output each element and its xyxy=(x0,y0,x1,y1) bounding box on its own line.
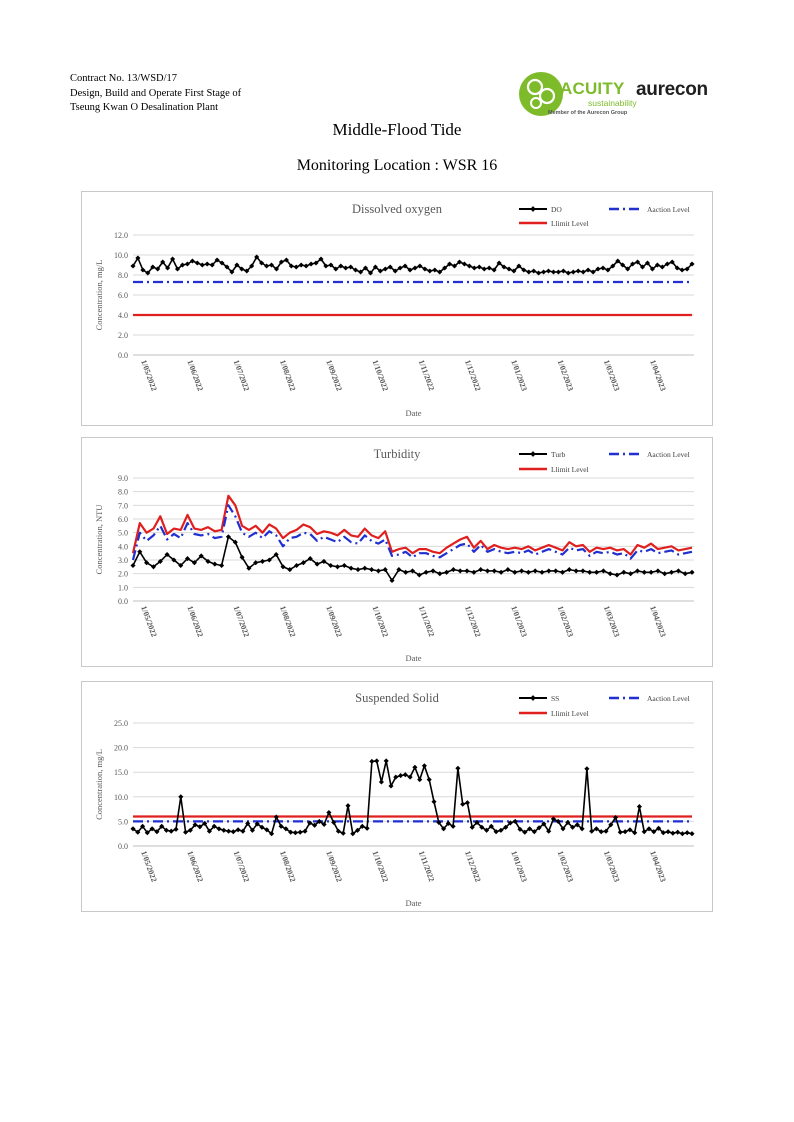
ss-series-data-point xyxy=(374,758,379,763)
ss-series-data-point xyxy=(412,765,417,770)
ss-series-data-point xyxy=(455,766,460,771)
y-tick-label: 2.0 xyxy=(118,569,128,579)
ss-series-data-point xyxy=(666,829,671,834)
ss-series-data-point xyxy=(465,800,470,805)
legend-label-limit: Llimit Level xyxy=(551,709,589,718)
ss-series-data-point xyxy=(326,810,331,815)
x-tick-label: 1/02/2023 xyxy=(555,604,576,639)
turbidity-series-data-point xyxy=(662,571,667,576)
legend-label-limit: Llimit Level xyxy=(551,465,589,474)
y-tick-label: 8.0 xyxy=(118,487,128,497)
chart-suspended-solid-svg xyxy=(82,682,712,911)
ss-series-data-point xyxy=(618,830,623,835)
contract-header xyxy=(70,72,241,116)
x-tick-label: 1/04/2023 xyxy=(648,604,668,639)
page-subtitle: Monitoring Location : WSR 16 xyxy=(296,157,498,174)
chart-turbidity-svg xyxy=(82,438,712,666)
x-tick-label: 1/03/2023 xyxy=(601,358,622,393)
y-tick-label: 0.0 xyxy=(118,351,128,360)
turbidity-series-data-point xyxy=(458,568,463,573)
x-tick-label: 1/01/2023 xyxy=(509,849,529,884)
legend-label-action: Aaction Level xyxy=(647,450,690,459)
turbidity-series-data-point xyxy=(608,571,613,576)
legend-marker-data xyxy=(530,451,536,457)
turbidity-series-data-point xyxy=(335,564,340,569)
y-tick-label: 0.0 xyxy=(118,842,128,851)
ss-series-data-point xyxy=(422,763,427,768)
ss-series-data-point xyxy=(427,777,432,782)
do-series-data-point xyxy=(195,260,200,265)
x-tick-label: 1/02/2023 xyxy=(555,849,576,884)
x-tick-label: 1/09/2022 xyxy=(324,604,344,639)
x-tick-label: 1/02/2023 xyxy=(555,358,576,393)
turbidity-series-data-point xyxy=(655,568,660,573)
ss-series-data-point xyxy=(178,794,183,799)
x-tick-label: 1/12/2022 xyxy=(463,604,483,639)
legend-label-action: Aaction Level xyxy=(647,205,690,214)
y-axis-label: Concentration, mg/L xyxy=(94,259,104,331)
x-tick-label: 1/05/2022 xyxy=(139,849,159,884)
chart-dissolved-oxygen-svg xyxy=(82,192,712,425)
x-tick-label: 1/07/2022 xyxy=(231,849,252,884)
turbidity-series-data-point xyxy=(546,568,551,573)
do-series-data-point xyxy=(472,265,477,270)
y-tick-label: 2.0 xyxy=(118,331,128,340)
x-tick-label: 1/08/2022 xyxy=(277,358,298,393)
do-series-data-point xyxy=(412,265,417,270)
turbidity-series-data-point xyxy=(369,567,374,572)
x-tick-label: 1/09/2022 xyxy=(324,849,344,884)
x-tick-label: 1/05/2022 xyxy=(139,604,159,639)
x-axis-label: Date xyxy=(405,898,422,908)
x-tick-label: 1/08/2022 xyxy=(277,604,298,639)
turbidity-series-data-point xyxy=(505,567,510,572)
legend-marker-data xyxy=(530,206,536,212)
y-tick-label: 0.0 xyxy=(118,597,128,606)
do-series-data-point xyxy=(205,261,210,266)
ss-series-data-point xyxy=(680,831,685,836)
ss-series-data-point xyxy=(584,766,589,771)
y-tick-label: 9.0 xyxy=(118,474,128,483)
do-series-data-point xyxy=(299,262,304,267)
chart-suspended-solid xyxy=(81,681,713,912)
ss-series-data-point xyxy=(369,759,374,764)
ss-series-data-point xyxy=(460,802,465,807)
y-tick-label: 10.0 xyxy=(114,251,128,260)
do-series-data-point xyxy=(506,266,511,271)
turbidity-series-data-point xyxy=(553,568,558,573)
turbidity-series-data-point xyxy=(628,571,633,576)
do-series-data-point xyxy=(467,263,472,268)
x-tick-label: 1/06/2022 xyxy=(185,849,205,884)
y-tick-label: 6.0 xyxy=(118,515,128,524)
turbidity-series-data-point xyxy=(219,563,224,568)
ss-series-data-point xyxy=(365,826,370,831)
x-tick-label: 1/04/2023 xyxy=(648,358,668,393)
do-series-data-point xyxy=(576,268,581,273)
turbidity-series-data-point xyxy=(601,568,606,573)
turbidity-series-data-point xyxy=(533,568,538,573)
x-tick-label: 1/12/2022 xyxy=(463,849,483,884)
ss-series-data-point xyxy=(689,831,694,836)
ss-series-data-point xyxy=(236,827,241,832)
ss-series-data-point xyxy=(221,828,226,833)
do-series-data-point xyxy=(541,269,546,274)
turbidity-series-data-point xyxy=(212,562,217,567)
chart-title: Dissolved oxygen xyxy=(352,202,442,216)
turbidity-series-data-point xyxy=(355,567,360,572)
y-tick-label: 3.0 xyxy=(118,556,128,565)
ss-series-data-point xyxy=(379,779,384,784)
turbidity-series-data-point xyxy=(574,568,579,573)
do-series-data-point xyxy=(200,262,205,267)
chart-turbidity xyxy=(81,437,713,667)
do-series-data-point xyxy=(487,265,492,270)
turbidity-series-data-point xyxy=(464,568,469,573)
do-series-data-point xyxy=(383,266,388,271)
x-tick-label: 1/07/2022 xyxy=(231,604,252,639)
chart-title: Suspended Solid xyxy=(355,691,439,705)
x-tick-label: 1/08/2022 xyxy=(277,849,298,884)
y-tick-label: 25.0 xyxy=(114,719,128,728)
ss-series-data-point xyxy=(398,773,403,778)
x-tick-label: 1/11/2022 xyxy=(416,358,437,392)
y-tick-label: 20.0 xyxy=(114,743,128,753)
turbidity-series-data-point xyxy=(492,568,497,573)
acuity-logo-text: ACUITY xyxy=(560,79,625,98)
contract-line-3: Tseung Kwan O Desalination Plant xyxy=(70,102,218,113)
ss-series-data-point xyxy=(431,799,436,804)
x-tick-label: 1/10/2022 xyxy=(370,604,391,639)
ss-series-data-point xyxy=(384,758,389,763)
y-tick-label: 15.0 xyxy=(114,768,128,778)
turbidity-series-data-point xyxy=(683,571,688,576)
do-series-data-point xyxy=(462,261,467,266)
turbidity-series-data-point xyxy=(567,567,572,572)
do-series-data-point xyxy=(600,265,605,270)
y-tick-label: 4.0 xyxy=(118,311,128,320)
ss-series-data-point xyxy=(417,777,422,782)
y-tick-label: 10.0 xyxy=(114,792,128,802)
x-axis-label: Date xyxy=(405,653,422,663)
do-series-data-point xyxy=(526,269,531,274)
ss-series-data-point xyxy=(345,803,350,808)
turbidity-series-limit-level-line xyxy=(133,496,692,555)
x-tick-label: 1/11/2022 xyxy=(416,849,437,883)
ss-series-data-point xyxy=(173,827,178,832)
legend-marker-data xyxy=(530,695,536,701)
legend-label-action: Aaction Level xyxy=(647,694,690,703)
turbidity-series-data-point xyxy=(376,568,381,573)
x-tick-label: 1/06/2022 xyxy=(185,358,205,393)
ss-series-data-point xyxy=(341,831,346,836)
x-tick-label: 1/03/2023 xyxy=(601,604,622,639)
y-tick-label: 6.0 xyxy=(118,291,128,300)
turbidity-series-data-point xyxy=(130,563,135,568)
turbidity-series-data-point xyxy=(437,571,442,576)
y-tick-label: 1.0 xyxy=(118,583,128,593)
ss-series-data-point xyxy=(293,830,298,835)
do-series-data-point xyxy=(427,268,432,273)
y-axis-label: Concentration, mg/L xyxy=(94,749,104,820)
turbidity-series-data-point xyxy=(451,567,456,572)
turbidity-series-data-point xyxy=(676,568,681,573)
do-series-data-point xyxy=(581,269,586,274)
turbidity-series-data-point xyxy=(635,568,640,573)
do-series-data-point xyxy=(556,269,561,274)
x-axis-label: Date xyxy=(405,408,422,418)
turbidity-series-data-point xyxy=(580,568,585,573)
acuity-logo-subtext: sustainability xyxy=(588,98,637,108)
turbidity-series-data-point xyxy=(478,567,483,572)
ss-series-data-point xyxy=(675,830,680,835)
ss-series-data-point xyxy=(670,831,675,836)
do-series-data-point xyxy=(482,266,487,271)
x-tick-label: 1/12/2022 xyxy=(463,358,483,393)
ss-series-data-point xyxy=(298,830,303,835)
do-series-data-point xyxy=(477,264,482,269)
ss-series-data-point xyxy=(169,829,174,834)
ss-series-data-point xyxy=(183,830,188,835)
ss-series-data-point xyxy=(623,829,628,834)
do-series-data-point xyxy=(551,269,556,274)
turbidity-series-data-point xyxy=(485,568,490,573)
do-series-data-point xyxy=(309,261,314,266)
do-series-data-point xyxy=(571,269,576,274)
ss-series-data-point xyxy=(226,829,231,834)
x-tick-label: 1/01/2023 xyxy=(509,358,529,393)
contract-line-1: Contract No. 13/WSD/17 xyxy=(70,73,178,84)
turbidity-series-data-point xyxy=(342,563,347,568)
do-series-data-point xyxy=(531,268,536,273)
x-tick-label: 1/03/2023 xyxy=(601,849,622,884)
contract-line-2: Design, Build and Operate First Stage of xyxy=(70,87,242,99)
y-tick-label: 12.0 xyxy=(114,231,128,240)
chart-title: Turbidity xyxy=(373,447,421,461)
turbidity-series-data-point xyxy=(430,568,435,573)
x-tick-label: 1/06/2022 xyxy=(185,604,205,639)
aurecon-logo: aurecon xyxy=(636,79,708,100)
do-series-data-point xyxy=(586,267,591,272)
y-axis-label: Concentration, NTU xyxy=(94,504,104,575)
do-series-data-point xyxy=(343,265,348,270)
do-series-data-point xyxy=(546,268,551,273)
legend-label-data: Turb xyxy=(551,450,566,459)
chart-dissolved-oxygen xyxy=(81,191,713,426)
x-tick-label: 1/09/2022 xyxy=(324,358,344,393)
ss-series-data-point xyxy=(685,830,690,835)
y-tick-label: 7.0 xyxy=(118,501,128,511)
turbidity-series-data-point xyxy=(519,568,524,573)
y-tick-label: 4.0 xyxy=(118,542,128,552)
x-tick-label: 1/10/2022 xyxy=(370,358,391,393)
x-tick-label: 1/01/2023 xyxy=(509,604,529,639)
y-tick-label: 8.0 xyxy=(118,271,128,280)
do-series-data-point xyxy=(432,267,437,272)
x-tick-label: 1/11/2022 xyxy=(416,604,437,638)
x-tick-label: 1/05/2022 xyxy=(139,358,159,393)
ss-series-data-point xyxy=(637,804,642,809)
legend-label-data: SS xyxy=(551,694,560,703)
turbidity-series-data-point xyxy=(349,566,354,571)
do-series-data-point xyxy=(680,267,685,272)
acuity-member-text: Member of the Aurecon Group xyxy=(548,110,628,116)
do-series-data-point xyxy=(561,268,566,273)
legend-label-data: DO xyxy=(551,205,562,214)
ss-series-data-point xyxy=(231,829,236,834)
page-title: Middle-Flood Tide xyxy=(332,120,462,139)
do-series-data-point xyxy=(294,264,299,269)
x-tick-label: 1/04/2023 xyxy=(648,849,668,884)
do-series-data-point xyxy=(304,263,309,268)
x-tick-label: 1/10/2022 xyxy=(370,849,391,884)
y-tick-label: 5.0 xyxy=(118,528,128,538)
x-tick-label: 1/07/2022 xyxy=(231,358,252,393)
turbidity-series-data-point xyxy=(362,566,367,571)
y-tick-label: 5.0 xyxy=(118,817,128,827)
legend-label-limit: Llimit Level xyxy=(551,219,589,228)
